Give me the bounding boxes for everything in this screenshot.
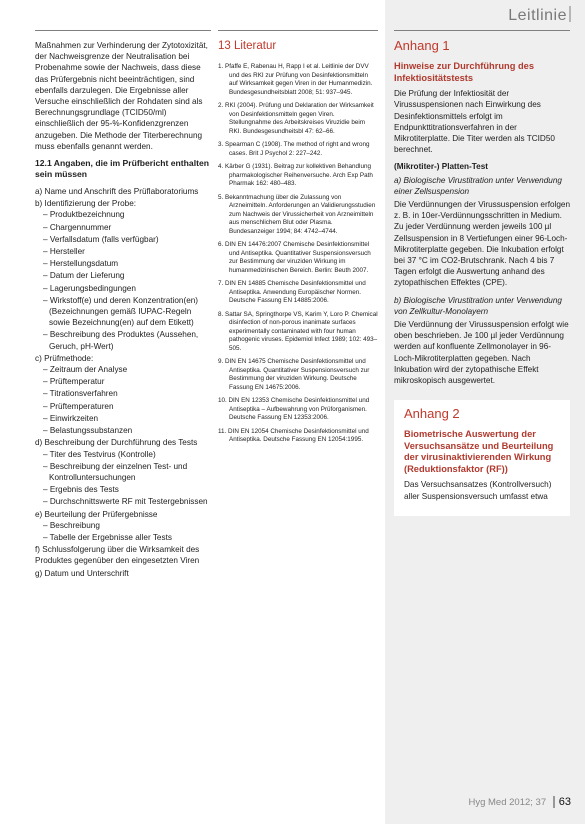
appendix-1-title: Anhang 1 bbox=[394, 38, 450, 53]
report-subitem: – Beschreibung des Produktes (Aussehen, Geruch, pH-Wert) bbox=[43, 330, 199, 351]
column-3 bbox=[394, 40, 570, 516]
report-subitem: – Beschreibung bbox=[43, 520, 100, 530]
report-subitem: – Titrationsverfahren bbox=[43, 389, 118, 399]
journal-ref: Hyg Med 2012; 37 bbox=[468, 797, 547, 808]
report-item bbox=[35, 544, 211, 566]
method-a-heading: a) Biologische Virustitration unter Verwendung einer Zellsuspension bbox=[394, 175, 562, 196]
reference-item: 1. Pfaffe E, Rabenau H, Rapp I et al. Leitlinie der DVV und des RKI zur Prüfung von Desinfektionsmitteln auf Wirksamkeit gegen Viren in der Humanmedizin. Bundesgesundheitsblatt 2008; 51: 937–945. bbox=[218, 63, 373, 96]
report-subitem: – Hersteller bbox=[43, 247, 85, 257]
report-sublist bbox=[35, 209, 211, 351]
report-subitem: – Herstellungsdatum bbox=[43, 259, 119, 269]
intro-paragraph: Maßnahmen zur Verhinderung der Zytotoxizität, der Nachweisgrenze der Neutralisation bei Probenahme sowie der Nachweis, dass diese das Prüfergebnis nicht beeinträchtigen, sind ebenfalls darzulegen. Die Ergebnisse aller Versuche einschließlich der Rohdaten sind als Berechnungsgrundlage (TCID50/ml) einschließlich der 95-%-Konfidenzgrenzen anzugeben. Die Methode der Titerberechnung muss ebenfalls genannt werden. bbox=[35, 41, 208, 151]
method-b-heading: b) Biologische Virustitration unter Verwendung von Zellkultur-Monolayern bbox=[394, 295, 562, 316]
report-subitem: – Belastungssubstanzen bbox=[43, 426, 133, 436]
report-subitem: – Tabelle der Ergebnisse aller Tests bbox=[43, 532, 172, 542]
report-item-label: f) Schlussfolgerung über die Wirksamkeit des Produktes gegenüber den eingesetzten Viren bbox=[35, 545, 200, 566]
plate-test-subheading: (Mikrotiter-) Platten-Test bbox=[394, 162, 489, 172]
appendix-2-title: Anhang 2 bbox=[404, 406, 460, 422]
reference-item: 6. DIN EN 14476:2007 Chemische Desinfektionsmittel und Antiseptika. Quantitativer Suspensionsversuch zur Bestimmung der viruziden Wirkung im humanmedizinischen Bereich. Berlin: Beuth 2007. bbox=[218, 241, 371, 274]
reference-item: 5. Bekanntmachung über die Zulassung von Arzneimitteln. Anforderungen an Validierungsstudien zum Nachweis der Virussicherheit von Arzneimitteln aus menschlichem Blut oder Plasma. Bundesanzeiger 1994; 84: 4742–4744. bbox=[218, 193, 376, 235]
reference-list bbox=[218, 63, 378, 445]
column-2 bbox=[218, 40, 378, 450]
page-footer bbox=[468, 796, 571, 808]
reference-item: 10. DIN EN 12353 Chemische Desinfektionsmittel und Antiseptika – Aufbewahrung von Prüforganismen. Deutsche Fassung EN 12353:2006. bbox=[218, 397, 370, 421]
report-subitem: – Prüftemperaturen bbox=[43, 401, 114, 411]
report-subitem: – Zeitraum der Analyse bbox=[43, 365, 128, 375]
report-sublist bbox=[35, 520, 211, 543]
report-heading: 12.1 Angaben, die im Prüfbericht enthalten sein müssen bbox=[35, 158, 209, 180]
report-sublist bbox=[35, 449, 211, 508]
column-1 bbox=[35, 40, 211, 580]
report-item bbox=[35, 186, 211, 197]
report-item bbox=[35, 568, 211, 579]
report-item-label: e) Beurteilung der Prüfergebnisse bbox=[35, 509, 158, 519]
report-item bbox=[35, 353, 211, 436]
reference-item: 8. Sattar SA, Springthorpe VS, Karim Y, Loro P. Chemical disinfection of non-porous inanimate surfaces experimentally contaminated with four human pathogenic viruses. Epidemiol Infect 1989; 102: 493–505. bbox=[218, 310, 378, 352]
report-subitem: – Wirkstoff(e) und deren Konzentration(en) (Bezeichnungen gemäß IUPAC-Regeln sowie Bezeichnung(en) auf dem Etikett) bbox=[43, 295, 199, 328]
report-item-label: c) Prüfmethode: bbox=[35, 353, 94, 363]
report-subitem: – Ergebnis des Tests bbox=[43, 485, 119, 495]
column-rule-3 bbox=[394, 30, 570, 31]
report-subitem: – Verfallsdatum (falls verfügbar) bbox=[43, 234, 159, 244]
report-item-label: a) Name und Anschrift des Prüflaboratoriums bbox=[35, 187, 199, 197]
report-item-label: b) Identifizierung der Probe: bbox=[35, 199, 137, 209]
report-sublist bbox=[35, 364, 211, 436]
reference-item: 2. RKI (2004). Prüfung und Deklaration der Wirksamkeit von Desinfektionsmitteln gegen Viren. Stellungnahme des Arbeitskreises Viruzidie beim RKI. Bundesgesundheitsbl 47: 62–66. bbox=[218, 102, 374, 135]
report-subitem: – Einwirkzeiten bbox=[43, 413, 99, 423]
report-subitem: – Titer des Testvirus (Kontrolle) bbox=[43, 449, 156, 459]
reference-item: 3. Spearman C (1908). The method of right and wrong cases. Brit J Psychol 2: 227–242. bbox=[218, 141, 370, 157]
reference-item: 7. DIN EN 14885 Chemische Desinfektionsmittel und Antiseptika. Anwendung Europäischer Normen. Deutsche Fassung EN 14885:2006. bbox=[218, 280, 366, 304]
label-bar bbox=[569, 6, 571, 22]
appendix-2-heading: Biometrische Auswertung der Versuchsansätze und Beurteilung der virusinaktivierenden Wirkung (Reduktionsfaktor (RF)) bbox=[404, 429, 554, 474]
reference-item: 4. Kärber G (1931). Beitrag zur kollektiven Behandlung pharmakologischer Reihenversuche. Arch Exp Path Pharmak 162: 480–483. bbox=[218, 163, 373, 187]
report-item bbox=[35, 437, 211, 507]
appendix-2-paragraph: Das Versuchsansatzes (Kontrollversuch) aller Suspensionsversuch umfasst etwa bbox=[404, 480, 552, 501]
page-number: 63 bbox=[553, 796, 571, 808]
report-subitem: – Chargennummer bbox=[43, 222, 112, 232]
reference-item: 11. DIN EN 12054 Chemische Desinfektionsmittel und Antiseptika. Deutsche Fassung EN 12054:1995. bbox=[218, 427, 369, 443]
method-a-text: Die Verdünnungen der Virussuspension erfolgen z. B. in 10er-Verdünnungsschritten in Medium. Zu jeder Verdünnung werden jeweils 100 µl Zellsuspension in 8 Vertiefungen einer 96-Loch-Mikrotiterplatte gegeben. Die Inkubation erfolgt bei 37 °C im CO2-Brutschrank. Nach 4 bis 7 Tagen erfolgt die Auswertung anhand des zytopathischen Effektes (CPE). bbox=[394, 200, 571, 288]
literature-heading: 13 Literatur bbox=[218, 40, 277, 52]
column-rule-1 bbox=[35, 30, 211, 31]
appendix-1-heading: Hinweise zur Durchführung des Infektiositätstests bbox=[394, 61, 534, 83]
report-items-list bbox=[35, 186, 211, 579]
report-subitem: – Durchschnittswerte RF mit Testergebnissen bbox=[43, 497, 208, 507]
appendix-2-box bbox=[394, 400, 570, 516]
report-item-label: g) Datum und Unterschrift bbox=[35, 568, 129, 578]
appendix-1-paragraph: Die Prüfung der Infektiosität der Virussuspensionen nach Einwirkung des Desinfektionsmittels erfolgt im Endpunkttitrationsverfahren in der Mikrotiterplatte. Die Titer werden als TCID50 berechnet. bbox=[394, 89, 555, 155]
report-subitem: – Prüftemperatur bbox=[43, 377, 105, 387]
reference-item: 9. DIN EN 14675 Chemische Desinfektionsmittel und Antiseptika. Quantitativer Suspensionsversuch zur Bestimmung der viruziden Wirkung. Deutsche Fassung EN 14675:2006. bbox=[218, 358, 370, 391]
report-item bbox=[35, 509, 211, 544]
column-rule-2 bbox=[218, 30, 378, 31]
report-subitem: – Lagerungsbedingungen bbox=[43, 283, 136, 293]
report-item-label: d) Beschreibung der Durchführung des Tests bbox=[35, 438, 198, 448]
method-b-text: Die Verdünnung der Virussuspension erfolgt wie oben beschrieben. Je 100 µl jeder Verdünnung werden auf konfluente Zellmonolayer in 96-Loch-Mikrotiterplatten gegeben. Nach Inkubation wird der zytopathische Effekt mikroskopisch ausgewertet. bbox=[394, 320, 569, 386]
report-subitem: – Produktbezeichnung bbox=[43, 210, 125, 220]
report-subitem: – Beschreibung der einzelnen Test- und Kontrolluntersuchungen bbox=[43, 461, 188, 482]
report-subitem: – Datum der Lieferung bbox=[43, 271, 125, 281]
report-item bbox=[35, 198, 211, 352]
section-label: Leitlinie bbox=[508, 6, 571, 25]
